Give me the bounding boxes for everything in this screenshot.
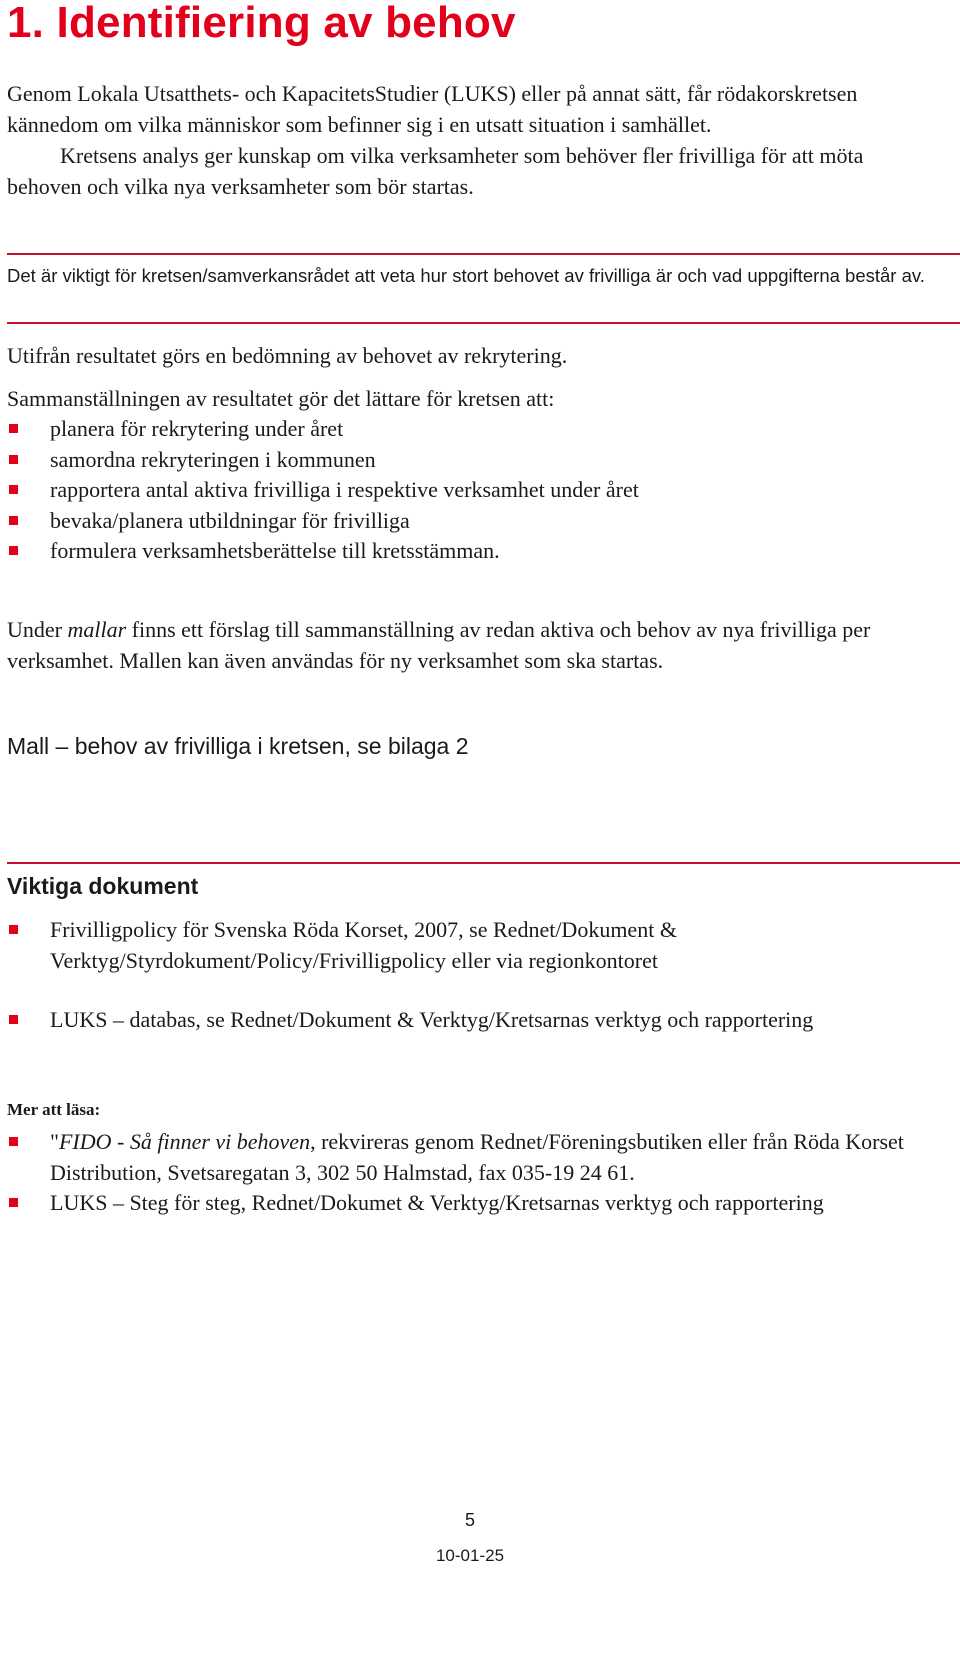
red-square-bullet-icon: [9, 1198, 18, 1207]
highlight-box-text: Det är viktigt för kretsen/samverkansrådet att veta hur stort behovet av frivilliga är och vad uppgifterna består av.: [7, 265, 925, 286]
summary-section: [7, 383, 937, 567]
red-square-bullet-icon: [9, 424, 18, 433]
intro-paragraph-1: Genom Lokala Utsatthets- och KapacitetsStudier (LUKS) eller på annat sätt, får rödakorskretsen kännedom om vilka människor som befinner sig i en utsatt situation i samhället.: [7, 81, 858, 137]
red-square-bullet-icon: [9, 546, 18, 555]
intro-paragraph-2: Kretsens analys ger kunskap om vilka verksamheter som behöver fler frivilliga för att möta behoven och vilka nya verksamheter som bör startas.: [7, 143, 864, 199]
page-title: 1. Identifiering av behov: [7, 0, 516, 47]
templates-paragraph: Under mallar finns ett förslag till sammanställning av redan aktiva och behov av nya frivilliga per verksamhet. Mallen kan även användas för ny verksamhet som ska startas.: [7, 617, 871, 673]
list-item: "FIDO - Så finner vi behoven, rekvireras genom Rednet/Föreningsbutiken eller från Röda Korset Distribution, Svetsaregatan 3, 302 50 Halmstad, fax 035-19 24 61.: [7, 1127, 927, 1188]
red-square-bullet-icon: [9, 516, 18, 525]
assessment-text: Utifrån resultatet görs en bedömning av behovet av rekrytering.: [7, 343, 568, 368]
list-item: formulera verksamhetsberättelse till kretsstämman.: [7, 536, 937, 567]
documents-rule: [7, 862, 960, 864]
red-square-bullet-icon: [9, 455, 18, 464]
red-square-bullet-icon: [9, 1015, 18, 1024]
documents-heading: Viktiga dokument: [7, 873, 199, 899]
box-bottom-rule: [7, 322, 960, 324]
templates-link-text: mallar: [67, 617, 127, 642]
documents-list: [7, 915, 927, 976]
template-reference: Mall – behov av frivilliga i kretsen, se bilaga 2: [7, 733, 469, 759]
list-item: samordna rekryteringen i kommunen: [7, 445, 937, 476]
list-item: bevaka/planera utbildningar för frivilliga: [7, 506, 937, 537]
list-item: rapportera antal aktiva frivilliga i respektive verksamhet under året: [7, 475, 937, 506]
summary-intro: Sammanställningen av resultatet gör det lättare för kretsen att:: [7, 386, 555, 411]
page-number: 5: [464, 1510, 475, 1530]
list-item: planera för rekrytering under året: [7, 414, 937, 445]
intro-section: [7, 78, 937, 202]
reading-heading: Mer att läsa:: [7, 1100, 101, 1119]
summary-list: [7, 414, 937, 567]
list-item: LUKS – databas, se Rednet/Dokument & Verktyg/Kretsarnas verktyg och rapportering: [7, 1005, 927, 1036]
red-square-bullet-icon: [9, 925, 18, 934]
footer-date: 10-01-25: [435, 1546, 505, 1565]
box-top-rule: [7, 253, 960, 255]
red-square-bullet-icon: [9, 485, 18, 494]
reading-list: [7, 1127, 927, 1219]
list-item: Frivilligpolicy för Svenska Röda Korset, 2007, se Rednet/Dokument & Verktyg/Styrdokument/Policy/Frivilligpolicy eller via regionkontoret: [7, 915, 927, 976]
documents-list-2: [7, 1005, 927, 1036]
list-item: LUKS – Steg för steg, Rednet/Dokumet & Verktyg/Kretsarnas verktyg och rapportering: [7, 1188, 927, 1219]
red-square-bullet-icon: [9, 1137, 18, 1146]
